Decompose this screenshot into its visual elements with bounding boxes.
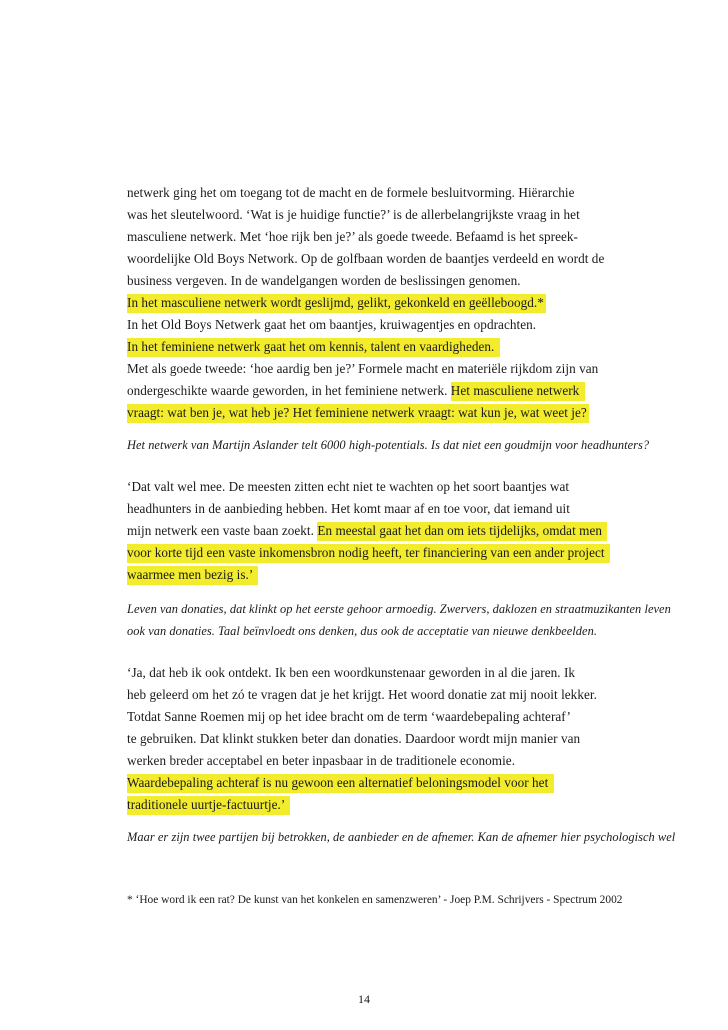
text-segment: mijn netwerk een vaste baan zoekt. xyxy=(127,523,318,538)
text-line xyxy=(127,204,580,226)
text-line xyxy=(127,772,554,794)
text-line xyxy=(127,182,575,204)
interviewer-question: Leven van donaties, dat klinkt op het eerste gehoor armoedig. Zwervers, daklozen en straatmuzikanten leven xyxy=(127,602,671,616)
page-number: 14 xyxy=(358,992,370,1006)
text-segment: te gebruiken. Dat klinkt stukken beter dan donaties. Daardoor wordt mijn manier van xyxy=(127,731,581,746)
text-line xyxy=(127,598,671,620)
text-segment: Totdat Sanne Roemen mij op het idee bracht om de term ‘waardebepaling achteraf’ xyxy=(127,709,571,724)
text-line xyxy=(127,358,598,380)
highlighted-text: waarmee men bezig is.’ xyxy=(127,566,258,585)
text-segment: ‘Dat valt wel mee. De meesten zitten echt niet te wachten op het soort baantjes wat xyxy=(127,479,570,494)
text-line xyxy=(127,542,610,564)
highlighted-text: In het masculiene netwerk wordt geslijmd, gelikt, gekonkeld en geëlleboogd.* xyxy=(127,294,546,313)
text-line xyxy=(127,248,604,270)
text-line xyxy=(127,226,578,248)
text-line xyxy=(127,564,258,586)
text-line xyxy=(127,314,536,336)
text-line xyxy=(127,826,675,848)
text-segment: business vergeven. In de wandelgangen worden de beslissingen genomen. xyxy=(127,273,521,288)
text-segment: heb geleerd om het zó te vragen dat je het krijgt. Het woord donatie zat mij nooit lekker. xyxy=(127,687,597,702)
text-segment: In het Old Boys Netwerk gaat het om baantjes, kruiwagentjes en opdrachten. xyxy=(127,317,537,332)
text-line xyxy=(127,794,290,816)
text-line xyxy=(127,434,649,456)
interviewer-question: Maar er zijn twee partijen bij betrokken, de aanbieder en de afnemer. Kan de afnemer hier psychologisch wel xyxy=(127,830,676,844)
text-line xyxy=(127,520,607,542)
text-line xyxy=(127,750,515,772)
text-segment: werken breder acceptabel en beter inpasbaar in de traditionele economie. xyxy=(127,753,516,768)
text-line xyxy=(127,292,546,314)
highlighted-text: traditionele uurtje-factuurtje.’ xyxy=(127,796,290,815)
interviewer-question: Het netwerk van Martijn Aslander telt 6000 high-potentials. Is dat niet een goudmijn voor headhunters? xyxy=(127,438,650,452)
text-segment: ondergeschikte waarde geworden, in het feminiene netwerk. xyxy=(127,383,451,398)
text-segment: masculiene netwerk. Met ‘hoe rijk ben je?’ als goede tweede. Befaamd is het spreek- xyxy=(127,229,578,244)
text-line xyxy=(127,498,570,520)
text-segment: was het sleutelwoord. ‘Wat is je huidige functie?’ is de allerbelangrijkste vraag in het xyxy=(127,207,580,222)
highlighted-text: voor korte tijd een vaste inkomensbron nodig heeft, ter financiering van een ander project xyxy=(127,544,610,563)
text-line xyxy=(127,620,597,642)
highlighted-text: En meestal gaat het dan om iets tijdelijks, omdat men xyxy=(317,522,607,541)
text-line xyxy=(127,662,575,684)
text-line xyxy=(127,402,589,424)
highlighted-text: Waardebepaling achteraf is nu gewoon een alternatief beloningsmodel voor het xyxy=(127,774,554,793)
text-segment: netwerk ging het om toegang tot de macht en de formele besluitvorming. Hiërarchie xyxy=(127,185,575,200)
highlighted-text: vraagt: wat ben je, wat heb je? Het feminiene netwerk vraagt: wat kun je, wat weet je? xyxy=(127,404,589,423)
text-line xyxy=(127,336,500,358)
highlighted-text: In het feminiene netwerk gaat het om kennis, talent en vaardigheden. xyxy=(127,338,500,357)
footnote: * ‘Hoe word ik een rat? De kunst van het konkelen en samenzweren’ - Joep P.M. Schrijvers - Spectrum 2002 xyxy=(127,894,623,906)
text-segment: woordelijke Old Boys Network. Op de golfbaan worden de baantjes verdeeld en wordt de xyxy=(127,251,605,266)
text-line xyxy=(127,706,571,728)
text-line xyxy=(127,270,521,292)
text-line xyxy=(127,684,597,706)
text-segment: Met als goede tweede: ‘hoe aardig ben je?’ Formele macht en materiële rijkdom zijn van xyxy=(127,361,599,376)
text-line xyxy=(127,728,580,750)
text-segment: ‘Ja, dat heb ik ook ontdekt. Ik ben een woordkunstenaar geworden in al die jaren. Ik xyxy=(127,665,576,680)
text-line xyxy=(127,380,585,402)
text-line xyxy=(127,476,569,498)
text-segment: headhunters in de aanbieding hebben. Het komt maar af en toe voor, dat iemand uit xyxy=(127,501,570,516)
highlighted-text: Het masculiene netwerk xyxy=(451,382,585,401)
interviewer-question: ook van donaties. Taal beïnvloedt ons denken, dus ook de acceptatie van nieuwe denkbeelden. xyxy=(127,624,597,638)
